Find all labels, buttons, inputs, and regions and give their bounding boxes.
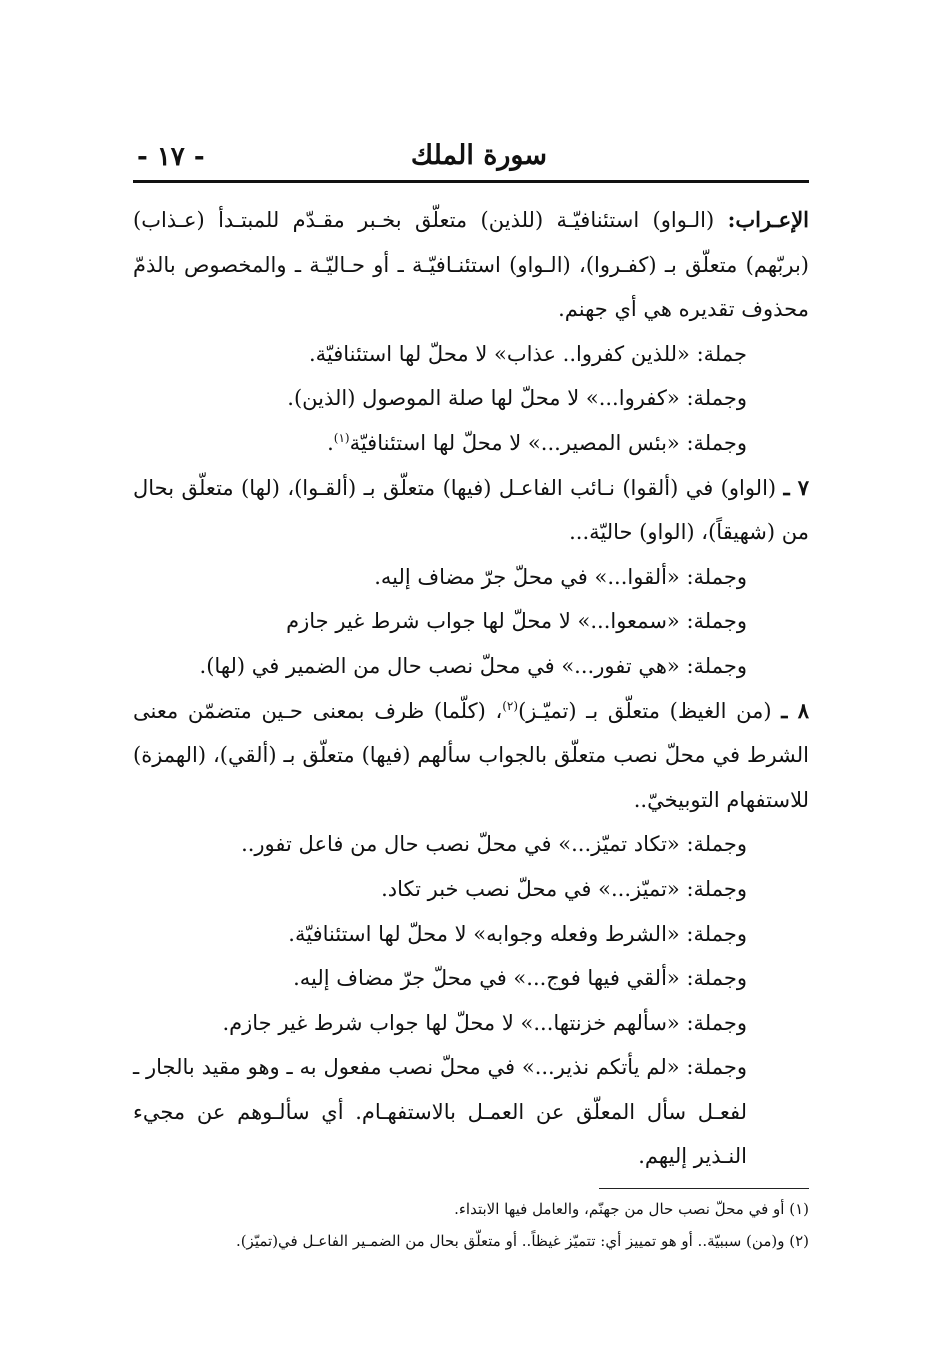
sentence-text: وجملة: «بئس المصير...» لا محلّ لها استئنافيّة <box>349 430 747 455</box>
main-text <box>133 198 809 1179</box>
verse-7-text: (الواو) في (ألقوا) نـائب الفاعـل (فيها) متعلّق بـ (ألقـوا)، (لها) متعلّق بحال من (شهيقاً)، (الواو) حاليّة... <box>133 475 809 545</box>
footnote-rule <box>599 1188 809 1189</box>
sentence-line: وجملة: «الشرط وفعله وجوابه» لا محلّ لها استئنافيّة. <box>288 921 747 946</box>
i3rab-text: (الـواو) استئنافيّـة (للذين) متعلّق بخـبر مقـدّم للمبتـدأ (عـذاب) (بربّهم) متعلّق بـ (كفـروا)، (الـواو) استئنـافيّـة ـ أو حـاليّـة ـ والمخصوص بالذمّ محذوف تقديره هي أي جهنم. <box>133 208 809 322</box>
verse-8-paragraph <box>133 689 809 823</box>
sentence-line: وجملة: «تميّز...» في محلّ نصب خبر تكاد. <box>381 876 747 901</box>
sentence-line: وجملة: «تكاد تميّز...» في محلّ نصب حال من فاعل تفور.. <box>241 832 747 857</box>
header-rule <box>133 180 809 183</box>
sentence-line: وجملة: «ألقوا...» في محلّ جرّ مضاف إليه. <box>374 564 747 589</box>
footnotes <box>120 1193 809 1257</box>
verse-8-text-a: (من الغيظ) متعلّق بـ (تميّـز) <box>518 698 772 723</box>
sentence-line: وجملة: «سمعوا...» لا محلّ لها جواب شرط غير جازم <box>286 609 747 634</box>
sentence-line: وجملة: «كفروا...» لا محلّ لها صلة الموصول (الذين). <box>287 386 747 411</box>
verse-8-text-b: ، (كلّما) ظرف بمعنى حـين متضمّن معنى الشرط في محلّ نصب متعلّق بالجواب سألهم (فيها) متعلّق بـ (ألقي)، (الهمزة) للاستفهام التوبيخيّ.. <box>133 698 809 812</box>
i3rab-label: الإعـراب: <box>727 207 809 232</box>
sentence-line: وجملة: «هي تفور...» في محلّ نصب حال من الضمير في (لها). <box>199 653 747 678</box>
footnote-ref: (٢) <box>502 698 519 713</box>
i3rab-paragraph <box>133 198 809 332</box>
sentence-line-long: وجملة: «لم يأتكم نذير...» في محلّ نصب مفعول به ـ وهو مقيد بالجار ـ لفعـل سأل المعلّق عن العمـل بالاستفهـام. أي سألـوهم عن مجيء النـذير إليهم. <box>133 1055 747 1169</box>
verse-7-paragraph <box>133 466 809 555</box>
sentence-line: وجملة: «ألقي فيها فوج...» في محلّ جرّ مضاف إليه. <box>293 966 747 991</box>
sentence-line <box>133 421 809 466</box>
page-header <box>133 138 809 178</box>
verse-number: ٨ ـ <box>781 697 809 723</box>
sentence-end: . <box>327 430 334 455</box>
footnote-1: (١) أو في محلّ نصب حال من جهنّم، والعامل فيها الابتداء. <box>454 1200 809 1218</box>
footnote-2: (٢) و(من) سببيّة.. أو هو تمييز أي: تتميّز غيظاً.. أو متعلّق بحال من الضمـير الفاعـل في(تميّز). <box>235 1232 809 1250</box>
sentence-line: وجملة: «سألهم خزنتها...» لا محلّ لها جواب شرط غير جازم. <box>222 1010 747 1035</box>
page-number: - ١٧ - <box>137 142 205 172</box>
verse-number: ٧ ـ <box>783 474 809 500</box>
sura-title: سورة الملك <box>410 140 547 171</box>
footnote-ref: (١) <box>333 430 350 445</box>
sentence-line: جملة: «للذين كفروا.. عذاب» لا محلّ لها استئنافيّة. <box>308 341 747 366</box>
